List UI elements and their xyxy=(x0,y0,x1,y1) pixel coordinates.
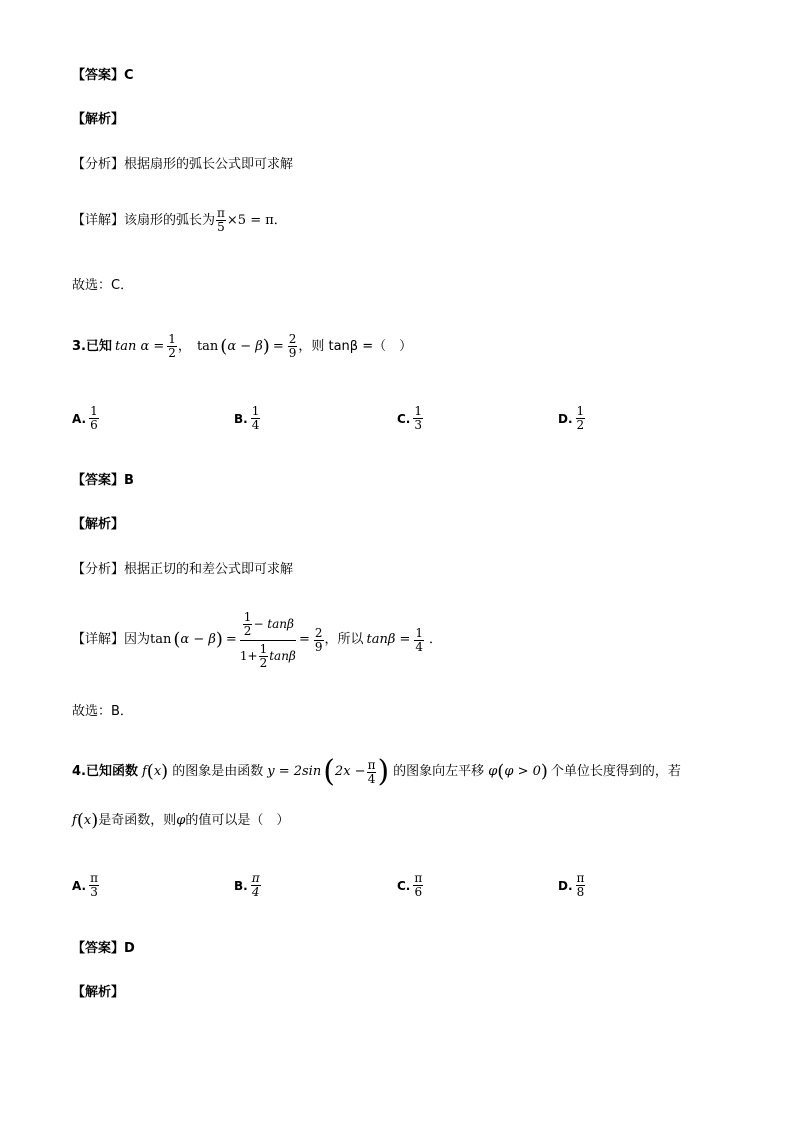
detail-1-prefix: 【详解】该扇形的弧长为 xyxy=(72,212,216,228)
fenxi-1: 【分析】根据扇形的弧长公式即可求解 xyxy=(72,157,294,172)
answer-d: 【答案】D xyxy=(72,941,135,956)
q4-prefix: 4.已知函数 xyxy=(72,764,138,779)
answer-b: 【答案】B xyxy=(72,473,134,488)
detail-1-fraction: $\frac{\pi}{5}$ xyxy=(217,206,225,234)
q3-fraction-1: $\frac{1}{2}$ xyxy=(168,332,176,360)
detail-1-rest: ×5 = π． xyxy=(226,212,287,228)
analysis-heading-2: 【解析】 xyxy=(72,517,125,532)
q3-option-c[interactable]: C. $\frac{1}{3}$ xyxy=(397,404,423,432)
q3-option-d[interactable]: D. $\frac{1}{2}$ xyxy=(558,404,585,432)
q4-option-b[interactable]: B. $\frac{\pi}{4}$ xyxy=(234,871,260,899)
fenxi-2: 【分析】根据正切的和差公式即可求解 xyxy=(72,562,294,577)
choose-1: 故选：C． xyxy=(72,278,134,293)
q4-option-a[interactable]: A. $\frac{\pi}{3}$ xyxy=(72,871,98,899)
q3-tan-alpha: tan α = xyxy=(114,338,165,354)
question-4-line-1: 4.已知函数 f ( x ) 的图象是由函数 y = 2sin ( 2x − $\frac{\pi}{4}$ ) 的图象向左平移 φ ( φ > 0 ) 个单位长度得到的，若 xyxy=(72,754,681,789)
q3-ask: ，则 tanβ =（ ） xyxy=(298,338,413,354)
detail-2-complex-fraction: $\frac{1}{2}$ − tanβ 1+ $\frac{1}{2}$ tanβ xyxy=(239,609,296,670)
q3-prefix: 3.已知 xyxy=(72,338,112,354)
detail-1 xyxy=(72,207,287,234)
analysis-heading-3: 【解析】 xyxy=(72,985,125,1000)
q4-option-c[interactable]: C. $\frac{\pi}{6}$ xyxy=(397,871,423,899)
question-3: 3.已知 tan α = $\frac{1}{2}$ ， tan ( α − β ) = $\frac{2}{9}$ ，则 tanβ =（ ） xyxy=(72,332,413,360)
analysis-heading-1: 【解析】 xyxy=(72,112,125,127)
detail-2-prefix: 【详解】因为 xyxy=(72,632,151,647)
detail-2: 【详解】因为 tan ( α − β ) = $\frac{1}{2}$ − tanβ 1+ $\frac{1}{2}$ tanβ = $\frac{2}{9}$ ，所以 tanβ = $\frac{1}{4}$ ． xyxy=(72,609,443,670)
question-4-line-2: f ( x ) 是奇函数，则 φ 的值可以是（ ） xyxy=(72,810,290,831)
q4-option-d[interactable]: D. $\frac{\pi}{8}$ xyxy=(558,871,585,899)
q3-option-a[interactable]: A. $\frac{1}{6}$ xyxy=(72,404,98,432)
answer-c: 【答案】C xyxy=(72,68,134,83)
q3-option-b[interactable]: B. $\frac{1}{4}$ xyxy=(234,404,260,432)
q3-fraction-2: $\frac{2}{9}$ xyxy=(288,332,297,360)
choose-2: 故选：B． xyxy=(72,704,133,719)
